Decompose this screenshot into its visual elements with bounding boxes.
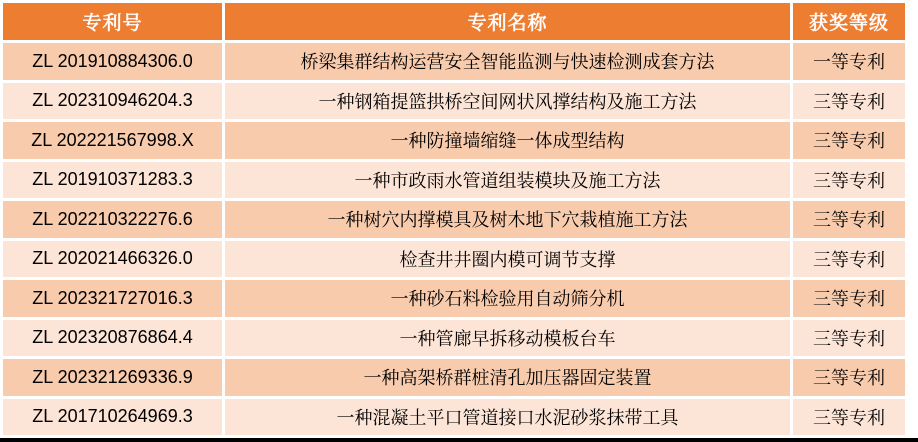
table-row: [3, 83, 905, 120]
table-row: [3, 43, 905, 80]
patent-no-cell: ZL 202321269336.9: [3, 359, 222, 396]
header-row: [3, 3, 905, 40]
patent-no-cell: ZL 201910884306.0: [3, 43, 222, 80]
patent-no-cell: ZL 201910371283.3: [3, 162, 222, 199]
column-header-patent-no: 专利号: [3, 3, 222, 40]
patent-name-cell: 一种管廊早拆移动模板台车: [225, 320, 790, 357]
column-header-patent-name: 专利名称: [225, 3, 790, 40]
column-header-award-grade: 获奖等级: [793, 3, 905, 40]
patent-name-cell: 一种防撞墙缩缝一体成型结构: [225, 122, 790, 159]
patent-no-cell: ZL 202321727016.3: [3, 280, 222, 317]
award-grade-cell: 三等专利: [793, 359, 905, 396]
table-row: [3, 241, 905, 278]
table-row: [3, 399, 905, 436]
award-grade-cell: 三等专利: [793, 280, 905, 317]
table-row: [3, 320, 905, 357]
table-row: [3, 201, 905, 238]
award-grade-cell: 三等专利: [793, 399, 905, 436]
patent-name-cell: 桥梁集群结构运营安全智能监测与快速检测成套方法: [225, 43, 790, 80]
patent-name-cell: 一种砂石料检验用自动筛分机: [225, 280, 790, 317]
patent-name-cell: 一种钢箱提篮拱桥空间网状风撑结构及施工方法: [225, 83, 790, 120]
patent-no-cell: ZL 202021466326.0: [3, 241, 222, 278]
award-grade-cell: 一等专利: [793, 43, 905, 80]
award-grade-cell: 三等专利: [793, 241, 905, 278]
table-row: [3, 122, 905, 159]
patent-no-cell: ZL 201710264969.3: [3, 399, 222, 436]
patent-name-cell: 一种混凝土平口管道接口水泥砂浆抹带工具: [225, 399, 790, 436]
patent-no-cell: ZL 202320876864.4: [3, 320, 222, 357]
table-row: [3, 162, 905, 199]
award-grade-cell: 三等专利: [793, 83, 905, 120]
patent-name-cell: 一种树穴内撑模具及树木地下穴栽植施工方法: [225, 201, 790, 238]
patent-name-cell: 一种市政雨水管道组装模块及施工方法: [225, 162, 790, 199]
table-row: [3, 359, 905, 396]
award-grade-cell: 三等专利: [793, 320, 905, 357]
patent-name-cell: 一种高架桥群桩清孔加压器固定装置: [225, 359, 790, 396]
award-grade-cell: 三等专利: [793, 201, 905, 238]
patent-no-cell: ZL 202210322276.6: [3, 201, 222, 238]
table-row: [3, 280, 905, 317]
patent-no-cell: ZL 202310946204.3: [3, 83, 222, 120]
award-grade-cell: 三等专利: [793, 162, 905, 199]
award-grade-cell: 三等专利: [793, 122, 905, 159]
patent-name-cell: 检查井井圈内模可调节支撑: [225, 241, 790, 278]
patent-no-cell: ZL 202221567998.X: [3, 122, 222, 159]
